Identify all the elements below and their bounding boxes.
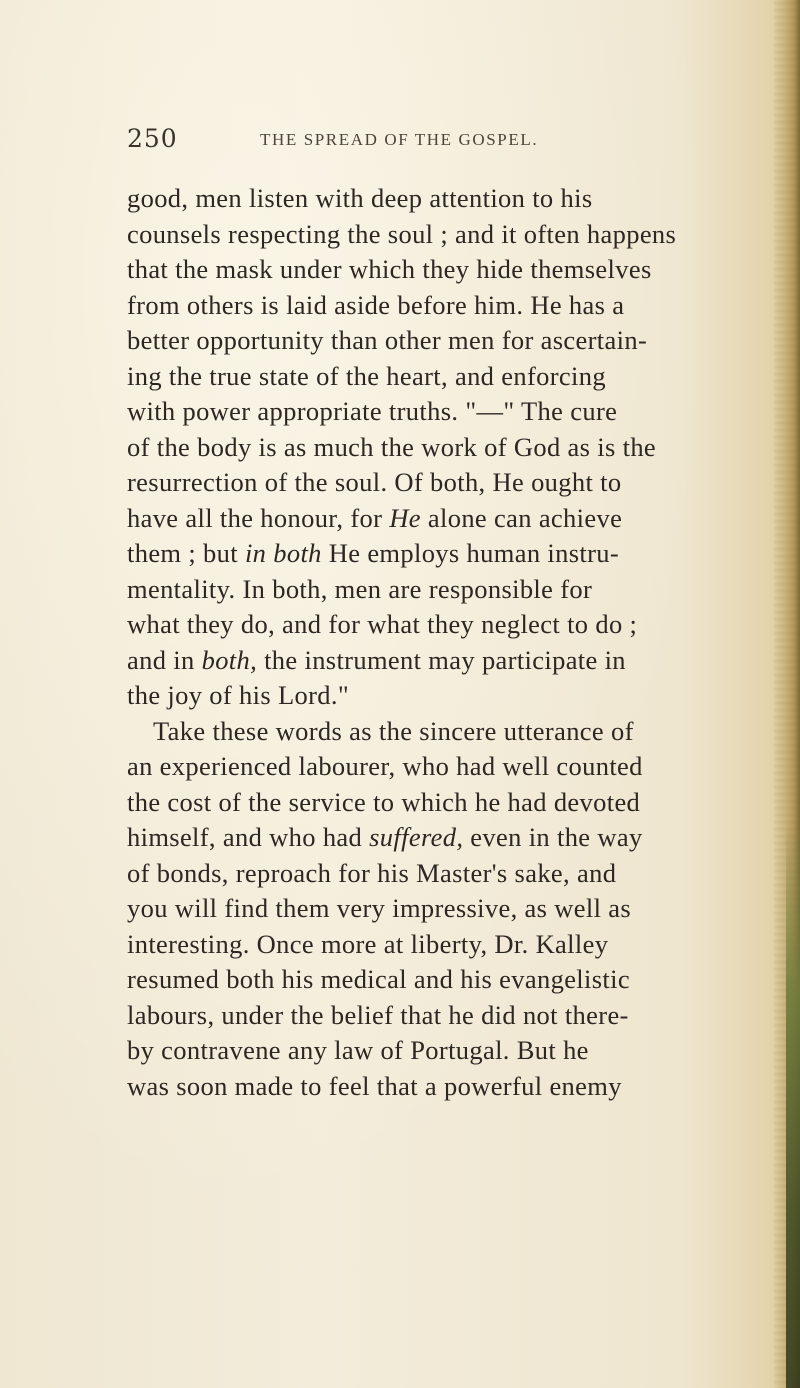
page-number: 250 xyxy=(127,124,178,153)
text-line: good, men listen with deep attention to his xyxy=(127,183,593,213)
text-line: you will find them very impressive, as well as xyxy=(127,893,632,923)
text-line xyxy=(127,536,747,572)
text-line: that the mask under which they hide themselves xyxy=(127,254,652,284)
text-line: Take these words as the sincere utterance of xyxy=(153,715,634,746)
text-segment: alone can achieve xyxy=(427,502,623,533)
text-line xyxy=(127,820,747,856)
text-line: counsels respecting the soul ; and it often happens xyxy=(127,218,677,249)
page-edge-shadow xyxy=(786,820,800,1388)
text-line: better opportunity than other men for ascertain- xyxy=(127,325,648,355)
text-line: labours, under the belief that he did not there- xyxy=(127,999,629,1030)
italic-text: He xyxy=(389,502,421,533)
text-segment: himself, and who had xyxy=(127,822,363,852)
text-line: resurrection of the soul. Of both, He ought to xyxy=(127,467,622,497)
italic-text: in both xyxy=(244,538,322,568)
text-line: ing the true state of the heart, and enforcing xyxy=(127,360,606,391)
italic-text: suffered, xyxy=(369,822,464,852)
text-line: what they do, and for what they neglect to do ; xyxy=(127,609,638,639)
text-line: of the body is as much the work of God as is the xyxy=(127,431,657,462)
text-segment: even in the way xyxy=(470,822,643,852)
text-segment: He employs human instru- xyxy=(328,538,620,568)
running-head: THE SPREAD OF THE GOSPEL. xyxy=(260,130,539,149)
text-line: by contravene any law of Portugal. But he xyxy=(127,1035,589,1065)
text-line: was soon made to feel that a powerful enemy xyxy=(127,1070,622,1101)
text-segment: the instrument may participate in xyxy=(264,644,626,675)
text-line: the cost of the service to which he had devoted xyxy=(127,786,641,817)
text-line: mentality. In both, men are responsible for xyxy=(127,573,593,604)
text-segment: and in xyxy=(127,644,195,675)
text-line: an experienced labourer, who had well counted xyxy=(127,751,643,781)
text-segment: have all the honour, for xyxy=(127,502,383,533)
text-line: resumed both his medical and his evangelistic xyxy=(127,964,630,994)
text-line: with power appropriate truths. "—" The cure xyxy=(127,396,618,426)
text-line xyxy=(127,501,747,537)
body-text xyxy=(127,181,747,1104)
text-segment: them ; but xyxy=(127,538,238,568)
text-line: interesting. Once more at liberty, Dr. Kalley xyxy=(127,928,609,959)
text-line: the joy of his Lord." xyxy=(127,680,350,710)
text-line: from others is laid aside before him. He has a xyxy=(127,289,625,320)
italic-text: both, xyxy=(201,644,258,675)
text-line xyxy=(127,643,747,679)
text-line: of bonds, reproach for his Master's sake, and xyxy=(127,857,617,888)
page-header xyxy=(127,124,687,164)
